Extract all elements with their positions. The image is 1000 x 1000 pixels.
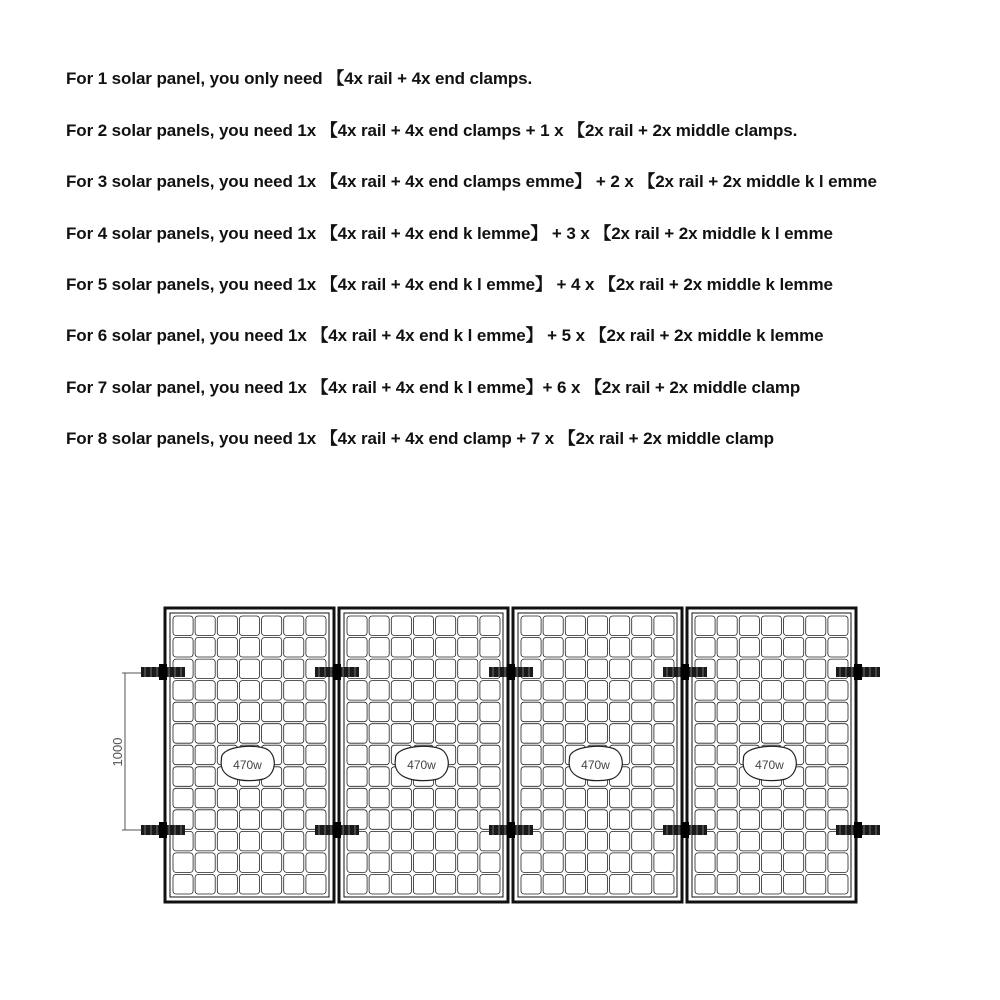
instruction-line-7: For 7 solar panel, you need 1x 【4x rail + 4x end k l emme】+ 6 x 【2x rail + 2x middle clamp: [66, 378, 801, 397]
instruction-line-6: For 6 solar panel, you need 1x 【4x rail + 4x end k l emme】 + 5 x 【2x rail + 2x middle k lemme: [66, 326, 824, 345]
instruction-line-2: For 2 solar panels, you need 1x 【4x rail + 4x end clamps + 1 x 【2x rail + 2x middle clamps.: [66, 121, 798, 140]
instruction-line-1: For 1 solar panel, you only need 【4x rail + 4x end clamps.: [66, 69, 533, 88]
dimension-marker: [110, 673, 150, 830]
panel-wattage-label: 470w: [581, 758, 610, 772]
instruction-line-8: For 8 solar panels, you need 1x 【4x rail + 4x end clamp + 7 x 【2x rail + 2x middle clamp: [66, 429, 774, 448]
instruction-line-5: For 5 solar panels, you need 1x 【4x rail + 4x end k l emme】 + 4 x 【2x rail + 2x middle k lemme: [66, 275, 833, 294]
dimension-label: 1000: [110, 737, 125, 767]
instruction-line-4: For 4 solar panels, you need 1x 【4x rail + 4x end k lemme】 + 3 x 【2x rail + 2x middle k l emme: [66, 224, 833, 243]
panel-wattage-label: 470w: [755, 758, 784, 772]
panel-wattage-label: 470w: [233, 758, 262, 772]
panel-wattage-label: 470w: [407, 758, 436, 772]
instruction-line-3: For 3 solar panels, you need 1x 【4x rail + 4x end clamps emme】 + 2 x 【2x rail + 2x middle k l emme: [66, 172, 877, 191]
